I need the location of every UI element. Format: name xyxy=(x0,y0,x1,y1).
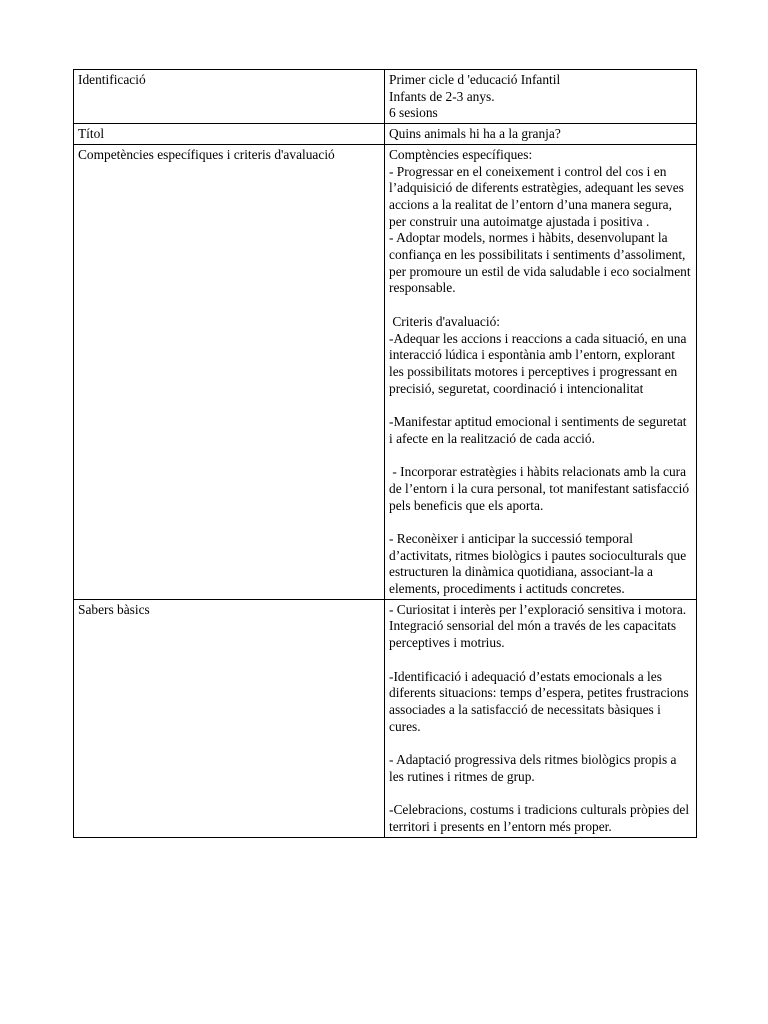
table-row-competences xyxy=(74,144,697,599)
identification-line-2: Infants de 2-3 anys. xyxy=(389,88,495,104)
criterion-1: -Adequar les accions i reaccions a cada situació, en una interacció lúdica i espontània amb l’entorn, explorant les possibilitats motores i perceptives i progressant en precisió, seguretat, coordinació i intencionalitat xyxy=(389,330,690,396)
spacer xyxy=(389,447,692,464)
competences-label: Competències específiques i criteris d'avaluació xyxy=(78,146,335,162)
basic-knowledge-value-cell xyxy=(385,599,697,837)
title-label-cell xyxy=(74,124,385,145)
basic-knowledge-item-4: -Celebracions, costums i tradicions culturals pròpies del territori i presents en l’entorn més proper. xyxy=(389,802,693,834)
lesson-plan-table xyxy=(73,69,697,838)
criterion-2: -Manifestar aptitud emocional i sentiments de seguretat i afecte en la realització de cada acció. xyxy=(389,414,690,446)
basic-knowledge-label-cell xyxy=(74,599,385,837)
criterion-4: - Reconèixer i anticipar la successió temporal d’activitats, ritmes biològics i pautes socioculturals que estructuren la dinàmica quotidiana, associant-la a elements, procediments i actituds concretes. xyxy=(389,530,690,597)
spacer xyxy=(389,652,692,669)
spacer xyxy=(389,297,692,314)
criteria-heading: Criteris d'avaluació: xyxy=(389,313,501,329)
title-label: Títol xyxy=(78,126,105,142)
basic-knowledge-item-2: -Identificació i adequació d’estats emocionals a les diferents situacions: temps d’espera, petites frustracions associades a la satisfacció de necessitats bàsiques i cures. xyxy=(389,668,693,734)
competences-label-cell xyxy=(74,144,385,599)
competences-value-cell xyxy=(385,144,697,599)
specific-competence-1: - Progressar en el coneixement i control del cos i en l’adquisició de diferents estratègies, adequant les seves accions a la realitat de l’entorn d’una manera segura, per construir una autoimatge ajustada i positiva . xyxy=(389,163,688,229)
basic-knowledge-item-3: - Adaptació progressiva dels ritmes biològics propis a les rutines i ritmes de grup. xyxy=(389,752,680,784)
table-row-identification xyxy=(74,70,697,124)
criterion-3: - Incorporar estratègies i hàbits relacionats amb la cura de l’entorn i la cura personal, tot manifestant satisfacció pels beneficis que els aporta. xyxy=(389,464,693,513)
spacer xyxy=(389,785,692,802)
spacer xyxy=(389,397,692,414)
specific-competence-2: - Adoptar models, normes i hàbits, desenvolupant la confiança en les possibilitats i sentiments d’assoliment, per promoure un estil de vida saludable i eco socialment responsable. xyxy=(389,230,694,296)
table-row-basic-knowledge xyxy=(74,599,697,837)
identification-label-cell xyxy=(74,70,385,124)
specific-competences-heading: Comptències específiques: xyxy=(389,146,533,162)
identification-line-3: 6 sesions xyxy=(389,105,438,121)
title-value-cell xyxy=(385,124,697,145)
identification-value-cell xyxy=(385,70,697,124)
basic-knowledge-item-1: - Curiositat i interès per l’exploració sensitiva i motora. Integració sensorial del món a través de les capacitats perceptives i motrius. xyxy=(389,601,690,651)
identification-label: Identificació xyxy=(78,72,146,87)
identification-line-1: Primer cicle d 'educació Infantil xyxy=(389,72,561,87)
table-row-title xyxy=(74,124,697,145)
title-value: Quins animals hi ha a la granja? xyxy=(389,126,561,142)
spacer xyxy=(389,514,692,531)
spacer xyxy=(389,735,692,752)
basic-knowledge-label: Sabers bàsics xyxy=(78,601,150,617)
